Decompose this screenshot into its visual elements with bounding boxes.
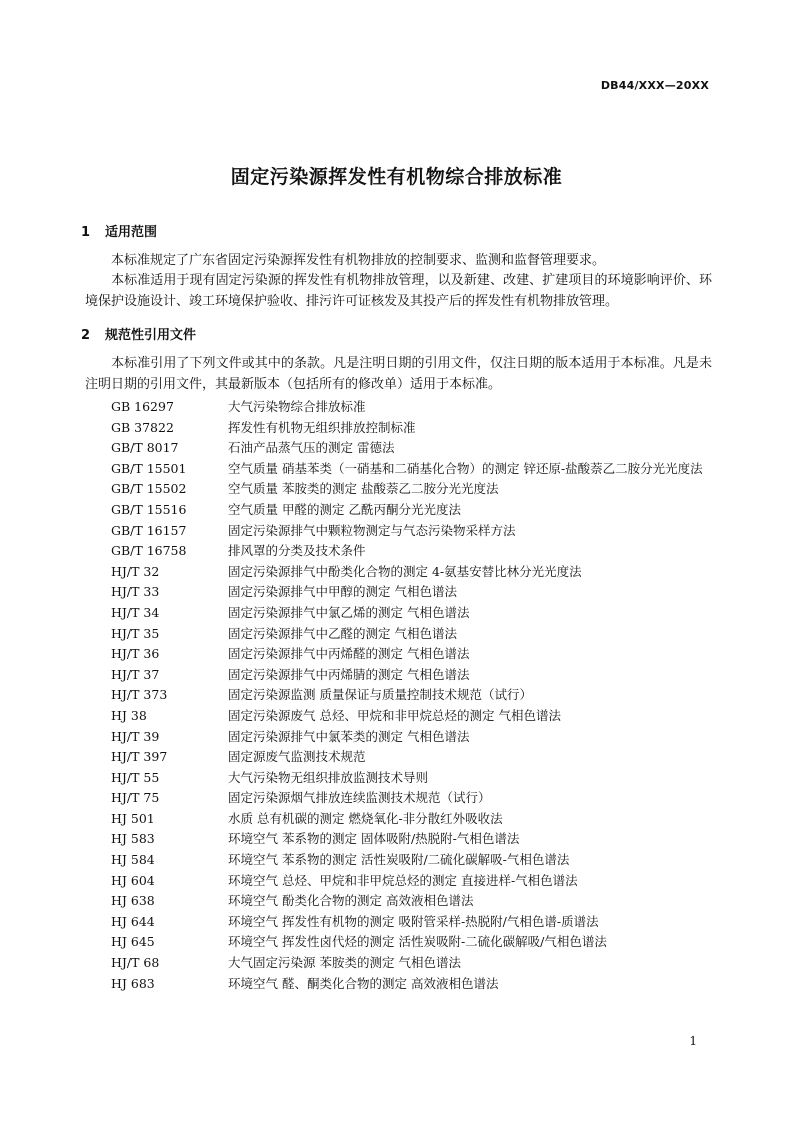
reference-list <box>111 397 717 994</box>
reference-title: 环境空气 总烃、甲烷和非甲烷总烃的测定 直接进样-气相色谱法 <box>228 872 578 888</box>
reference-code: HJ/T 33 <box>111 584 160 600</box>
reference-code: GB 37822 <box>111 419 174 435</box>
reference-item <box>111 644 717 665</box>
reference-item <box>111 788 717 809</box>
reference-title: 固定污染源排气中酚类化合物的测定 4-氨基安替比林分光光度法 <box>228 563 582 579</box>
reference-title: 空气质量 苯胺类的测定 盐酸萘乙二胺分光光度法 <box>228 481 499 497</box>
reference-code: GB/T 8017 <box>111 440 179 456</box>
reference-code: HJ 38 <box>111 707 147 723</box>
reference-item <box>111 871 717 892</box>
reference-code: HJ/T 39 <box>111 728 160 744</box>
reference-item <box>111 562 717 583</box>
reference-item <box>111 418 717 439</box>
reference-code: HJ/T 397 <box>111 749 168 765</box>
reference-code: HJ/T 32 <box>111 563 160 579</box>
reference-code: HJ 584 <box>111 852 155 868</box>
reference-code: HJ/T 35 <box>111 625 160 641</box>
reference-code: GB/T 15501 <box>111 460 187 476</box>
reference-item <box>111 541 717 562</box>
reference-code: GB 16297 <box>111 399 174 414</box>
reference-code: HJ/T 36 <box>111 646 160 662</box>
reference-title: 环境空气 酚类化合物的测定 高效液相色谱法 <box>228 893 474 909</box>
reference-item <box>111 809 717 830</box>
reference-item <box>111 850 717 871</box>
reference-title: 环境空气 醛、酮类化合物的测定 高效液相色谱法 <box>228 975 499 991</box>
reference-title: 固定污染源排气中乙醛的测定 气相色谱法 <box>228 625 457 641</box>
reference-code: GB/T 15516 <box>111 501 187 517</box>
reference-code: GB/T 16157 <box>111 522 187 538</box>
reference-title: 固定污染源排气中颗粒物测定与气态污染物采样方法 <box>228 522 516 538</box>
reference-title: 大气污染物综合排放标准 <box>228 399 366 414</box>
reference-item <box>111 665 717 686</box>
reference-item <box>111 438 717 459</box>
reference-title: 固定污染源排气中丙烯腈的测定 气相色谱法 <box>228 666 470 682</box>
reference-title: 环境空气 苯系物的测定 活性炭吸附/二硫化碳解吸-气相色谱法 <box>228 852 570 868</box>
reference-title: 固定污染源烟气排放连续监测技术规范（试行） <box>228 790 491 806</box>
reference-item <box>111 521 717 542</box>
reference-item <box>111 953 717 974</box>
reference-code: HJ/T 55 <box>111 769 160 785</box>
reference-title: 固定污染源废气 总烃、甲烷和非甲烷总烃的测定 气相色谱法 <box>228 707 561 723</box>
reference-title: 挥发性有机物无组织排放控制标准 <box>228 419 416 435</box>
reference-title: 固定源废气监测技术规范 <box>228 749 366 765</box>
reference-item <box>111 727 717 748</box>
reference-item <box>111 747 717 768</box>
reference-item <box>111 582 717 603</box>
reference-code: HJ/T 373 <box>111 687 168 703</box>
reference-item <box>111 603 717 624</box>
reference-code: HJ/T 68 <box>111 955 160 971</box>
reference-item <box>111 912 717 933</box>
reference-item <box>111 685 717 706</box>
reference-code: HJ/T 34 <box>111 604 160 620</box>
paragraph: 本标准规定了广东省固定污染源挥发性有机物排放的控制要求、监测和监督管理要求。 <box>111 253 606 268</box>
reference-code: HJ 645 <box>111 934 155 950</box>
reference-code: HJ 683 <box>111 975 155 991</box>
reference-code: HJ 604 <box>111 872 155 888</box>
reference-item <box>111 459 717 480</box>
reference-title: 水质 总有机碳的测定 燃烧氧化-非分散红外吸收法 <box>228 810 503 826</box>
page-number: 1 <box>689 1034 697 1048</box>
reference-code: HJ 644 <box>111 913 155 929</box>
reference-item <box>111 479 717 500</box>
reference-code: HJ 501 <box>111 810 155 826</box>
reference-title: 固定污染源排气中丙烯醛的测定 气相色谱法 <box>228 646 470 662</box>
reference-item <box>111 397 717 418</box>
paragraph: 本标准适用于现有固定污染源的挥发性有机物排放管理，以及新建、改建、扩建项目的环境影响评价、环境保护设施设计、竣工环境保护验收、排污许可证核发及其投产后的挥发性有机物排放管理。 <box>85 273 712 309</box>
reference-item <box>111 624 717 645</box>
reference-title: 环境空气 苯系物的测定 固体吸附/热脱附-气相色谱法 <box>228 831 520 847</box>
reference-title: 固定污染源排气中甲醇的测定 气相色谱法 <box>228 584 457 600</box>
reference-code: GB/T 15502 <box>111 481 187 497</box>
reference-code: HJ 638 <box>111 893 155 909</box>
reference-item <box>111 706 717 727</box>
reference-code: HJ/T 37 <box>111 666 160 682</box>
reference-item <box>111 500 717 521</box>
page-title: 固定污染源挥发性有机物综合排放标准 <box>230 166 563 188</box>
reference-title: 排风罩的分类及技术条件 <box>228 543 366 559</box>
section-title: 规范性引用文件 <box>105 328 197 343</box>
section-number: 2 <box>81 328 91 343</box>
paragraph: 本标准引用了下列文件或其中的条款。凡是注明日期的引用文件，仅注日期的版本适用于本标准。凡是未注明日期的引用文件，其最新版本（包括所有的修改单）适用于本标准。 <box>85 356 712 392</box>
reference-title: 固定污染源监测 质量保证与质量控制技术规范（试行） <box>228 687 532 703</box>
reference-code: GB/T 16758 <box>111 543 187 559</box>
reference-title: 空气质量 甲醛的测定 乙酰丙酮分光光度法 <box>228 501 461 517</box>
reference-title: 固定污染源排气中氯苯类的测定 气相色谱法 <box>228 728 470 744</box>
reference-item <box>111 891 717 912</box>
reference-code: HJ/T 75 <box>111 790 160 806</box>
reference-item <box>111 768 717 789</box>
document-code: DB44/XXX—20XX <box>600 79 709 92</box>
section-number: 1 <box>81 225 91 240</box>
reference-title: 空气质量 硝基苯类（一硝基和二硝基化合物）的测定 锌还原-盐酸萘乙二胺分光光度法 <box>228 460 703 476</box>
reference-title: 石油产品蒸气压的测定 雷德法 <box>228 440 395 456</box>
section-heading-scope <box>81 221 157 240</box>
reference-item <box>111 932 717 953</box>
reference-title: 大气固定污染源 苯胺类的测定 气相色谱法 <box>228 955 461 971</box>
reference-item <box>111 829 717 850</box>
reference-title: 环境空气 挥发性卤代烃的测定 活性炭吸附-二硫化碳解吸/气相色谱法 <box>228 934 607 950</box>
reference-code: HJ 583 <box>111 831 155 847</box>
section-title: 适用范围 <box>105 225 158 240</box>
section-heading-references <box>81 324 196 343</box>
reference-title: 大气污染物无组织排放监测技术导则 <box>228 769 429 785</box>
reference-title: 固定污染源排气中氯乙烯的测定 气相色谱法 <box>228 604 470 620</box>
reference-title: 环境空气 挥发性有机物的测定 吸附管采样-热脱附/气相色谱-质谱法 <box>228 913 599 929</box>
reference-item <box>111 974 717 995</box>
